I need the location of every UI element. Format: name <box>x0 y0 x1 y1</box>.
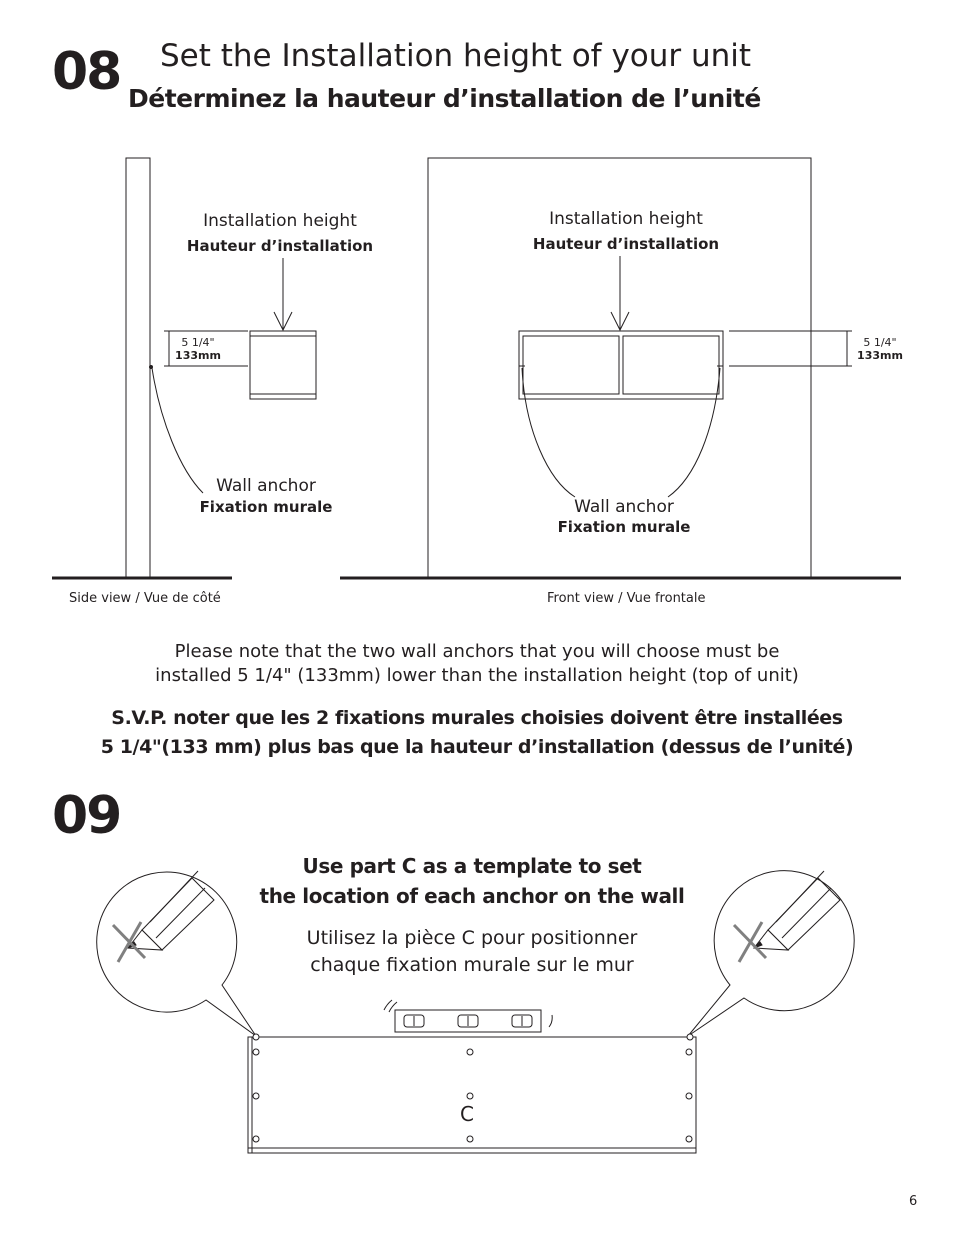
part-c-label: C <box>460 1102 474 1126</box>
front-view-anchor-label-en: Wall anchor <box>574 497 674 517</box>
page-number: 6 <box>909 1194 918 1209</box>
step-09-instruction-en-line-1: Use part C as a template to set <box>302 854 642 878</box>
step-09-instruction-en <box>242 851 702 911</box>
side-view-dim-metric: 133mm <box>175 349 221 362</box>
front-view-unit <box>519 331 723 399</box>
front-view-dim-imperial: 5 1/4" <box>863 336 897 349</box>
side-view-anchor-label-fr: Fixation murale <box>199 498 333 516</box>
note-en <box>77 640 877 688</box>
step-09-instruction-en-line-2: the location of each anchor on the wall <box>259 884 685 908</box>
note-fr <box>67 704 887 762</box>
front-view-anchor-label-fr: Fixation murale <box>557 518 691 536</box>
front-view-anchor-leader-left <box>522 368 575 497</box>
step-09-number: 09 <box>52 786 121 846</box>
side-view-anchor-label-en: Wall anchor <box>216 476 316 496</box>
step-09-instruction-fr <box>242 925 702 979</box>
note-fr-line-2: 5 1/4"(133 mm) plus bas que la hauteur d’installation (dessus de l’unité) <box>100 736 854 758</box>
note-en-line-1: Please note that the two wall anchors that you will choose must be <box>174 641 780 662</box>
front-view-dim-metric: 133mm <box>857 349 903 362</box>
right-magnifier-bubble <box>688 871 854 1036</box>
step-08-title-fr: Déterminez la hauteur d’installation de l’unité <box>128 84 761 113</box>
note-en-line-2: installed 5 1/4" (133mm) lower than the installation height (top of unit) <box>155 665 799 686</box>
side-view-unit <box>250 331 316 399</box>
front-view-anchor-leader-right <box>668 368 720 497</box>
front-view-height-label-fr: Hauteur d’installation <box>532 235 720 253</box>
side-view-anchor-leader <box>152 368 203 493</box>
side-view-wall <box>126 158 150 578</box>
note-fr-line-1: S.V.P. noter que les 2 fixations murales choisies doivent être installées <box>111 707 843 729</box>
front-view-dimension <box>852 336 908 362</box>
step-08-title-en: Set the Installation height of your unit <box>160 38 752 74</box>
bubble-level-icon <box>384 1000 552 1032</box>
step-09-instruction-fr-line-1: Utilisez la pièce C pour positionner <box>306 927 638 949</box>
step-08-number: 08 <box>52 42 121 102</box>
front-view-caption: Front view / Vue frontale <box>547 591 706 606</box>
step-09-instruction-fr-line-2: chaque fixation murale sur le mur <box>310 954 634 976</box>
left-magnifier-bubble <box>97 872 256 1036</box>
side-view-height-label-fr: Hauteur d’installation <box>186 237 374 255</box>
side-view-dim-imperial: 5 1/4" <box>181 336 215 349</box>
side-view-dimension <box>170 336 226 362</box>
front-view-height-label-en: Installation height <box>549 209 703 229</box>
side-view-caption: Side view / Vue de côté <box>69 591 221 606</box>
part-c-template <box>248 1034 696 1153</box>
side-view-height-label-en: Installation height <box>203 211 357 231</box>
